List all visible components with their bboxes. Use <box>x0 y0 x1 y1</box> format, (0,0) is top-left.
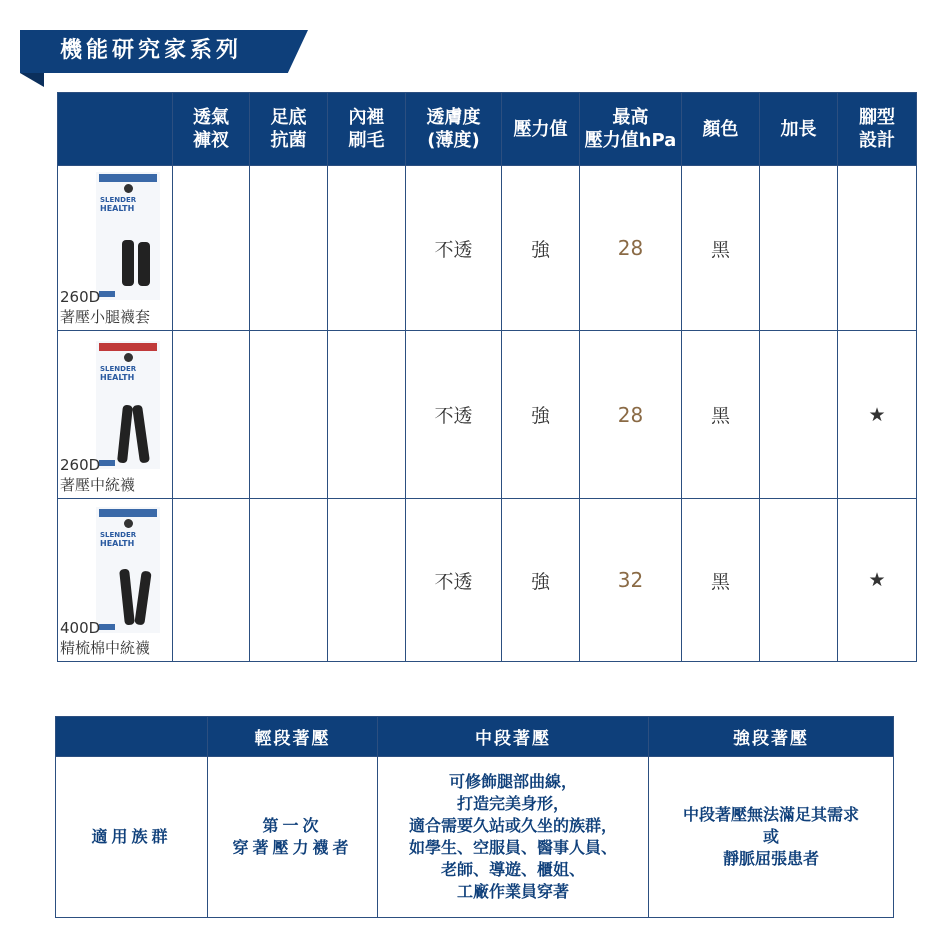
opacity-value: 不透 <box>406 499 502 662</box>
table-row <box>58 499 917 662</box>
table-row <box>56 757 894 918</box>
product-name: 著壓中統襪 <box>60 476 136 494</box>
pressure-value: 強 <box>502 166 580 331</box>
header-antibacterial: 足底 抗菌 <box>250 93 328 166</box>
pressure-value: 強 <box>502 331 580 499</box>
table-row <box>58 331 917 499</box>
opacity-value: 不透 <box>406 331 502 499</box>
foot-design-star: ★ <box>838 331 917 499</box>
foot-design-star <box>838 166 917 331</box>
medium-compression-desc: 可修飾腿部曲線， 打造完美身形， 適合需要久站或久坐的族群， 如學生、空服員、醫事人員、 老師、導遊、櫃姐、 工廠作業員穿著 <box>378 757 649 918</box>
header-max-pressure: 最高 壓力值hPa <box>580 93 682 166</box>
header-foot-design: 腳型 設計 <box>838 93 917 166</box>
header-brushed: 內裡 刷毛 <box>328 93 406 166</box>
product-denier: 400D <box>60 619 101 637</box>
max-pressure-value: 28 <box>580 331 682 499</box>
pressure-value: 強 <box>502 499 580 662</box>
product-image: SLENDER HEALTH <box>96 172 160 300</box>
header-color: 顏色 <box>682 93 760 166</box>
product-denier: 260D <box>60 288 101 306</box>
table-row <box>58 166 917 331</box>
product-image: SLENDER HEALTH <box>96 507 160 633</box>
product-cell <box>58 166 173 331</box>
product-name: 著壓小腿襪套 <box>60 308 151 326</box>
header-product <box>58 93 173 166</box>
header-light-compression: 輕段著壓 <box>208 717 378 757</box>
product-cell <box>58 331 173 499</box>
product-cell <box>58 499 173 662</box>
opacity-value: 不透 <box>406 166 502 331</box>
color-value: 黑 <box>682 499 760 662</box>
header-pressure: 壓力值 <box>502 93 580 166</box>
header-extended: 加長 <box>760 93 838 166</box>
table-header-row <box>56 717 894 757</box>
header-empty <box>56 717 208 757</box>
banner-title: 機能研究家系列 <box>60 38 243 63</box>
compression-level-table <box>55 716 894 918</box>
banner-fold <box>20 73 44 87</box>
strong-compression-desc: 中段著壓無法滿足其需求 或 靜脈屈張患者 <box>649 757 894 918</box>
foot-design-star: ★ <box>838 499 917 662</box>
header-breathable: 透氣 褲衩 <box>173 93 250 166</box>
max-pressure-value: 28 <box>580 166 682 331</box>
light-compression-desc: 第一次 穿著壓力襪者 <box>208 757 378 918</box>
product-denier: 260D <box>60 456 101 474</box>
max-pressure-value: 32 <box>580 499 682 662</box>
color-value: 黑 <box>682 331 760 499</box>
row-label-target-group: 適用族群 <box>56 757 208 918</box>
table-header-row <box>58 93 917 166</box>
header-opacity: 透膚度 (薄度) <box>406 93 502 166</box>
header-medium-compression: 中段著壓 <box>378 717 649 757</box>
series-banner <box>20 30 308 73</box>
product-name: 精梳棉中統襪 <box>60 639 151 657</box>
feature-comparison-table <box>57 92 917 662</box>
header-strong-compression: 強段著壓 <box>649 717 894 757</box>
product-image: SLENDER HEALTH <box>96 341 160 469</box>
color-value: 黑 <box>682 166 760 331</box>
